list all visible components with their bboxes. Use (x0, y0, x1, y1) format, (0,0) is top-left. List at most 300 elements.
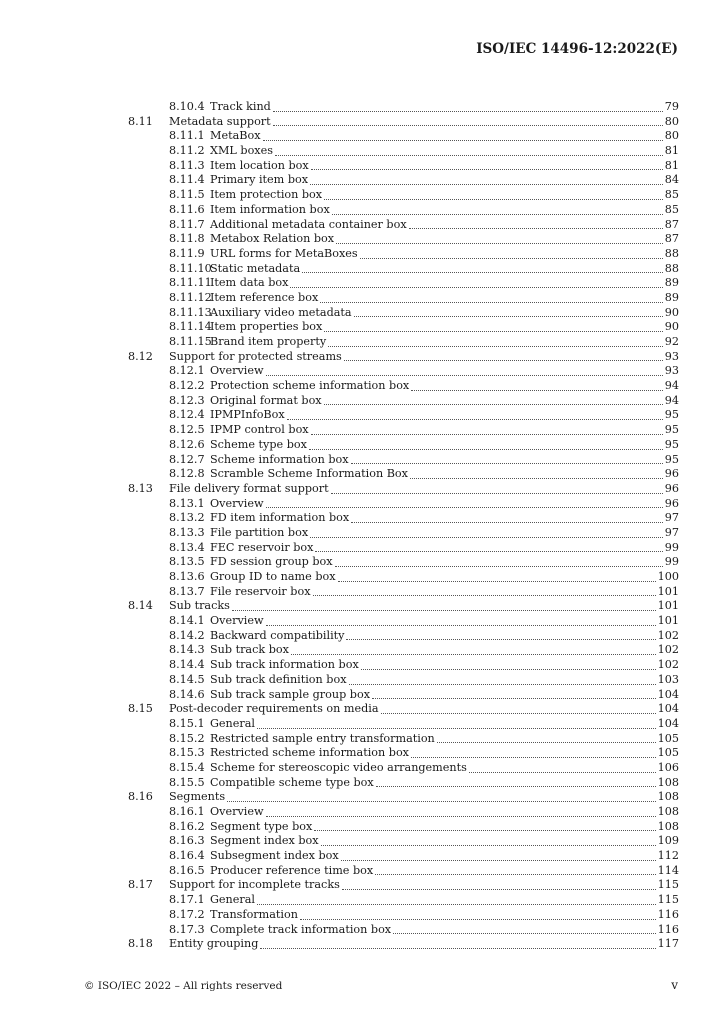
toc-dot-leader (310, 536, 663, 538)
toc-entry-line (210, 717, 679, 732)
toc-entry-line (210, 570, 679, 585)
toc-entry-page: 90 (664, 305, 679, 319)
toc-entry-title: XML boxes (210, 144, 273, 158)
toc-entry-number: 8.17.3 (169, 922, 205, 936)
toc-entry-line (210, 291, 679, 306)
toc-entry-title: Complete track information box (210, 922, 392, 936)
toc-entry-number: 8.11.14 (169, 320, 212, 334)
toc-entry-page: 108 (657, 819, 679, 833)
toc-dot-leader (409, 227, 663, 229)
toc-entry[interactable] (0, 878, 724, 893)
toc-dot-leader (266, 506, 663, 508)
toc-dot-leader (232, 609, 656, 611)
toc-entry-page: 80 (664, 129, 679, 143)
toc-dot-leader (411, 756, 656, 758)
toc-entry-line (210, 893, 679, 908)
toc-entry-title: Metadata support (169, 114, 271, 128)
toc-dot-leader (227, 800, 656, 802)
toc-entry-page: 80 (664, 114, 679, 128)
toc-dot-leader (315, 550, 662, 552)
toc-dot-leader (376, 785, 656, 787)
toc-entry-title: Segment index box (210, 834, 319, 848)
toc-entry-page: 81 (664, 144, 679, 158)
toc-entry-title: Metabox Relation box (210, 232, 335, 246)
toc-dot-leader (469, 771, 656, 773)
toc-entry-line (210, 614, 679, 629)
toc-entry-line (210, 129, 679, 144)
toc-entry-number: 8.18 (128, 937, 153, 951)
toc-entry-page: 95 (664, 423, 679, 437)
toc-dot-leader (266, 374, 663, 376)
toc-entry-number: 8.12.8 (169, 467, 205, 481)
toc-dot-leader (372, 697, 656, 699)
toc-entry[interactable] (0, 100, 724, 115)
toc-entry[interactable] (0, 864, 724, 879)
toc-entry-title: Item data box (210, 276, 289, 290)
toc-entry-title: Sub tracks (169, 599, 230, 613)
toc-dot-leader (273, 124, 663, 126)
toc-dot-leader (381, 712, 656, 714)
toc-entry-title: Scheme type box (210, 437, 307, 451)
toc-entry-number: 8.17.1 (169, 893, 205, 907)
toc-entry-title: File partition box (210, 525, 309, 539)
toc-entry-title: Scheme information box (210, 452, 349, 466)
toc-entry-line (210, 732, 679, 747)
toc-entry[interactable] (0, 511, 724, 526)
toc-entry-number: 8.11.6 (169, 202, 205, 216)
toc-entry-page: 90 (664, 320, 679, 334)
toc-dot-leader (311, 168, 663, 170)
toc-entry[interactable] (0, 115, 724, 130)
toc-entry-page: 101 (657, 599, 679, 613)
toc-entry-page: 114 (657, 863, 679, 877)
toc-entry[interactable] (0, 144, 724, 159)
toc-entry-line (210, 306, 679, 321)
toc-dot-leader (273, 110, 663, 112)
toc-entry[interactable] (0, 805, 724, 820)
toc-entry-line (169, 115, 679, 130)
toc-entry[interactable] (0, 526, 724, 541)
toc-entry-title: Support for incomplete tracks (169, 878, 340, 892)
toc-entry[interactable] (0, 643, 724, 658)
toc-entry-title: Segment type box (210, 819, 313, 833)
toc-entry[interactable] (0, 291, 724, 306)
toc-entry-number: 8.14.6 (169, 687, 205, 701)
toc-entry[interactable] (0, 203, 724, 218)
toc-entry-line (210, 746, 679, 761)
toc-entry-number: 8.13.4 (169, 540, 205, 554)
toc-dot-leader (324, 330, 662, 332)
toc-entry-title: Overview (210, 364, 264, 378)
toc-entry-page: 106 (657, 760, 679, 774)
toc-entry-number: 8.14.4 (169, 658, 205, 672)
toc-entry-number: 8.12.5 (169, 423, 205, 437)
toc-entry[interactable] (0, 673, 724, 688)
toc-entry-line (210, 834, 679, 849)
toc-entry[interactable] (0, 350, 724, 365)
toc-entry-page: 116 (657, 907, 679, 921)
toc-entry-page: 94 (664, 379, 679, 393)
toc-dot-leader (437, 741, 656, 743)
toc-entry-number: 8.13.5 (169, 555, 205, 569)
toc-dot-leader (313, 594, 656, 596)
toc-dot-leader (341, 859, 656, 861)
toc-entry-title: Sub track information box (210, 658, 359, 672)
toc-entry-line (210, 849, 679, 864)
toc-dot-leader (361, 668, 656, 670)
toc-entry-title: Compatible scheme type box (210, 775, 374, 789)
toc-entry[interactable] (0, 614, 724, 629)
toc-entry[interactable] (0, 629, 724, 644)
toc-entry-number: 8.16.3 (169, 834, 205, 848)
toc-dot-leader (360, 257, 663, 259)
toc-entry[interactable] (0, 335, 724, 350)
toc-entry-number: 8.13.1 (169, 496, 205, 510)
toc-entry-title: Restricted sample entry transformation (210, 731, 435, 745)
toc-dot-leader (320, 301, 662, 303)
toc-entry-line (210, 203, 679, 218)
toc-entry[interactable] (0, 717, 724, 732)
toc-entry[interactable] (0, 820, 724, 835)
toc-entry-line (210, 144, 679, 159)
toc-entry[interactable] (0, 423, 724, 438)
toc-entry-number: 8.17 (128, 878, 153, 892)
toc-entry-line (210, 100, 679, 115)
toc-entry-page: 81 (664, 158, 679, 172)
toc-entry[interactable] (0, 276, 724, 291)
toc-entry-line (210, 526, 679, 541)
toc-entry-page: 108 (657, 775, 679, 789)
toc-entry-line (210, 497, 679, 512)
toc-entry[interactable] (0, 173, 724, 188)
toc-entry-line (210, 232, 679, 247)
toc-entry-title: Support for protected streams (169, 349, 342, 363)
toc-entry[interactable] (0, 849, 724, 864)
toc-dot-leader (410, 477, 663, 479)
toc-dot-leader (336, 242, 663, 244)
toc-entry[interactable] (0, 453, 724, 468)
toc-entry-title: Overview (210, 614, 264, 628)
toc-entry-line (210, 643, 679, 658)
toc-entry-number: 8.11 (128, 114, 153, 128)
toc-entry-title: Sub track definition box (210, 672, 347, 686)
toc-entry-page: 95 (664, 408, 679, 422)
toc-entry[interactable] (0, 746, 724, 761)
toc-entry-line (210, 864, 679, 879)
toc-dot-leader (351, 521, 663, 523)
toc-dot-leader (338, 580, 656, 582)
toc-entry-page: 94 (664, 393, 679, 407)
toc-entry-line (210, 908, 679, 923)
toc-entry-line (210, 541, 679, 556)
toc-dot-leader (311, 433, 663, 435)
toc-entry-page: 102 (657, 643, 679, 657)
toc-entry-number: 8.11.3 (169, 158, 205, 172)
toc-entry[interactable] (0, 688, 724, 703)
page-number-footer: v (671, 978, 678, 992)
toc-entry-line (210, 438, 679, 453)
toc-entry-title: FEC reservoir box (210, 540, 314, 554)
toc-entry-number: 8.11.4 (169, 173, 205, 187)
toc-entry-page: 96 (664, 496, 679, 510)
toc-entry-page: 102 (657, 628, 679, 642)
toc-entry-title: Track kind (210, 100, 271, 113)
toc-entry[interactable] (0, 908, 724, 923)
toc-dot-leader (344, 359, 663, 361)
toc-entry-page: 109 (657, 834, 679, 848)
toc-entry-line (210, 379, 679, 394)
toc-entry-title: FD item information box (210, 511, 350, 525)
toc-dot-leader (351, 462, 663, 464)
toc-entry-title: Protection scheme information box (210, 379, 410, 393)
toc-entry[interactable] (0, 497, 724, 512)
toc-entry[interactable] (0, 555, 724, 570)
toc-entry-number: 8.12 (128, 349, 153, 363)
toc-entry-page: 101 (657, 584, 679, 598)
toc-entry-line (169, 878, 679, 893)
toc-entry-page: 97 (664, 511, 679, 525)
toc-entry-line (210, 805, 679, 820)
toc-dot-leader (309, 448, 663, 450)
toc-entry-number: 8.11.11 (169, 276, 212, 290)
toc-entry[interactable] (0, 585, 724, 600)
toc-entry-page: 87 (664, 232, 679, 246)
toc-entry[interactable] (0, 247, 724, 262)
toc-entry-number: 8.12.6 (169, 437, 205, 451)
toc-entry-number: 8.15.1 (169, 716, 205, 730)
toc-entry[interactable] (0, 364, 724, 379)
toc-entry-number: 8.15.5 (169, 775, 205, 789)
toc-entry-title: Sub track sample group box (210, 687, 371, 701)
toc-dot-leader (324, 198, 663, 200)
toc-entry-page: 104 (657, 687, 679, 701)
toc-entry-page: 115 (657, 893, 679, 907)
toc-entry-line (210, 276, 679, 291)
toc-entry[interactable] (0, 834, 724, 849)
toc-entry-page: 92 (664, 335, 679, 348)
toc-dot-leader (314, 829, 655, 831)
toc-entry[interactable] (0, 790, 724, 805)
toc-dot-leader (302, 271, 663, 273)
toc-entry-number: 8.11.12 (169, 290, 212, 304)
toc-entry-page: 100 (657, 570, 679, 583)
toc-entry-number: 8.14.1 (169, 614, 205, 628)
toc-entry-page: 84 (664, 173, 679, 187)
toc-entry-number: 8.11.13 (169, 305, 212, 319)
toc-entry[interactable] (0, 467, 724, 482)
toc-entry[interactable] (0, 232, 724, 247)
toc-entry-title: URL forms for MetaBoxes (210, 246, 358, 260)
toc-entry-number: 8.15.3 (169, 746, 205, 760)
toc-entry-title: Item information box (210, 202, 330, 216)
toc-entry-number: 8.13.2 (169, 511, 205, 525)
toc-entry-number: 8.16 (128, 790, 153, 804)
toc-entry-number: 8.11.8 (169, 232, 205, 246)
toc-entry-line (169, 482, 679, 497)
toc-entry-title: Brand item property (210, 335, 327, 348)
toc-dot-leader (263, 139, 663, 141)
toc-entry-title: Transformation (210, 907, 298, 921)
toc-entry[interactable] (0, 570, 724, 585)
toc-entry[interactable] (0, 320, 724, 335)
toc-entry[interactable] (0, 379, 724, 394)
toc-entry-page: 96 (664, 467, 679, 481)
toc-entry-title: Backward compatibility (210, 628, 345, 642)
toc-entry-line (210, 453, 679, 468)
toc-entry-title: Segments (169, 790, 226, 804)
toc-entry-number: 8.17.2 (169, 907, 205, 921)
toc-entry-title: Item properties box (210, 320, 323, 334)
toc-entry-title: Item location box (210, 158, 309, 172)
toc-dot-leader (287, 418, 663, 420)
toc-entry-page: 112 (657, 849, 679, 863)
toc-entry-title: Producer reference time box (210, 863, 374, 877)
toc-entry-number: 8.14.3 (169, 643, 205, 657)
toc-entry-title: Auxiliary video metadata (210, 305, 352, 319)
toc-entry-line (210, 159, 679, 174)
toc-entry-title: Item protection box (210, 188, 323, 202)
toc-entry-number: 8.13.3 (169, 525, 205, 539)
toc-dot-leader (335, 565, 663, 567)
toc-entry-number: 8.12.1 (169, 364, 205, 378)
toc-entry-title: Overview (210, 805, 264, 818)
toc-entry-page: 87 (664, 217, 679, 231)
toc-entry-page: 99 (664, 555, 679, 569)
toc-entry-page: 85 (664, 188, 679, 202)
toc-dot-leader (257, 903, 656, 905)
toc-entry-page: 104 (657, 716, 679, 730)
toc-entry-number: 8.14 (128, 599, 153, 613)
toc-entry-number: 8.12.4 (169, 408, 205, 422)
toc-entry[interactable] (0, 732, 724, 747)
toc-entry[interactable] (0, 159, 724, 174)
toc-entry-line (169, 937, 679, 952)
toc-entry[interactable] (0, 408, 724, 423)
toc-entry-title: File delivery format support (169, 481, 329, 495)
toc-entry[interactable] (0, 776, 724, 791)
toc-entry-page: 93 (664, 349, 679, 363)
toc-entry-title: General (210, 893, 255, 907)
toc-entry[interactable] (0, 702, 724, 717)
toc-entry[interactable] (0, 129, 724, 144)
toc-entry-number: 8.15.4 (169, 760, 205, 774)
toc-entry-number: 8.13.7 (169, 584, 205, 598)
toc-entry-line (210, 335, 679, 350)
toc-entry[interactable] (0, 262, 724, 277)
toc-entry-line (210, 629, 679, 644)
toc-entry-number: 8.12.2 (169, 379, 205, 393)
toc-entry-line (210, 467, 679, 482)
toc-entry-page: 95 (664, 437, 679, 451)
toc-dot-leader (324, 403, 663, 405)
toc-entry-number: 8.11.10 (169, 261, 212, 275)
toc-entry[interactable] (0, 893, 724, 908)
toc-entry[interactable] (0, 482, 724, 497)
toc-entry-line (210, 820, 679, 835)
toc-entry-number: 8.12.7 (169, 452, 205, 466)
toc-entry-page: 89 (664, 276, 679, 290)
toc-entry-title: MetaBox (210, 129, 261, 143)
toc-entry-page: 96 (664, 481, 679, 495)
toc-entry[interactable] (0, 438, 724, 453)
toc-dot-leader (332, 213, 663, 215)
toc-entry-title: Primary item box (210, 173, 309, 187)
toc-entry-title: Entity grouping (169, 937, 259, 951)
toc-entry[interactable] (0, 658, 724, 673)
toc-entry[interactable] (0, 761, 724, 776)
toc-entry-line (210, 320, 679, 335)
toc-entry[interactable] (0, 541, 724, 556)
toc-dot-leader (310, 183, 663, 185)
toc-dot-leader (291, 653, 656, 655)
toc-entry-title: Subsegment index box (210, 849, 339, 863)
toc-entry-title: IPMP control box (210, 423, 309, 437)
toc-dot-leader (349, 683, 656, 685)
toc-entry-line (210, 673, 679, 688)
toc-entry-line (210, 761, 679, 776)
toc-entry-title: Static metadata (210, 261, 301, 275)
toc-entry-line (210, 585, 679, 600)
toc-entry-page: 89 (664, 290, 679, 304)
toc-entry-title: Additional metadata container box (210, 217, 407, 231)
toc-entry[interactable] (0, 923, 724, 938)
table-of-contents (0, 100, 724, 952)
toc-dot-leader (354, 315, 663, 317)
toc-entry-page: 105 (657, 731, 679, 745)
toc-entry-number: 8.12.3 (169, 393, 205, 407)
toc-entry[interactable] (0, 937, 724, 952)
toc-entry-page: 79 (664, 100, 679, 113)
toc-entry-number: 8.16.1 (169, 805, 205, 818)
toc-entry[interactable] (0, 394, 724, 409)
toc-dot-leader (342, 888, 656, 890)
toc-entry[interactable] (0, 218, 724, 233)
toc-entry-number: 8.11.15 (169, 335, 212, 348)
toc-entry-page: 103 (657, 672, 679, 686)
toc-entry-number: 8.11.9 (169, 246, 205, 260)
toc-entry-number: 8.11.5 (169, 188, 205, 202)
toc-entry-title: General (210, 716, 255, 730)
toc-entry[interactable] (0, 306, 724, 321)
toc-dot-leader (257, 727, 656, 729)
toc-entry-page: 99 (664, 540, 679, 554)
toc-entry-line (210, 173, 679, 188)
toc-entry-number: 8.11.7 (169, 217, 205, 231)
toc-dot-leader (290, 286, 662, 288)
toc-entry-line (210, 364, 679, 379)
toc-entry-title: Restricted scheme information box (210, 746, 409, 760)
toc-entry-number: 8.13 (128, 481, 153, 495)
toc-entry-title: Original format box (210, 393, 322, 407)
toc-entry[interactable] (0, 599, 724, 614)
toc-entry-page: 97 (664, 525, 679, 539)
toc-entry-line (210, 218, 679, 233)
toc-dot-leader (328, 345, 663, 347)
toc-entry-line (210, 423, 679, 438)
toc-entry[interactable] (0, 188, 724, 203)
toc-entry-line (210, 555, 679, 570)
toc-entry-number: 8.13.6 (169, 570, 205, 583)
toc-entry-line (210, 776, 679, 791)
toc-entry-title: FD session group box (210, 555, 333, 569)
toc-entry-page: 93 (664, 364, 679, 378)
toc-dot-leader (393, 932, 656, 934)
toc-entry-page: 115 (657, 878, 679, 892)
toc-entry-number: 8.16.5 (169, 863, 205, 877)
toc-entry-line (210, 247, 679, 262)
toc-entry-line (169, 790, 679, 805)
toc-entry-title: IPMPInfoBox (210, 408, 285, 422)
